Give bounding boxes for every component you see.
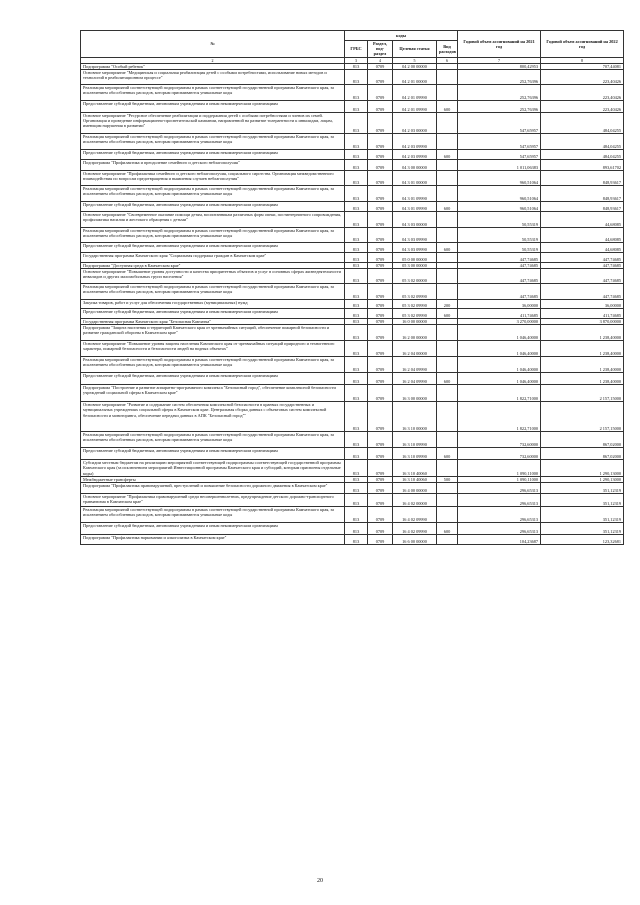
row-expense-type-cell — [437, 227, 458, 242]
table-row — [81, 402, 624, 432]
row-expense-type-cell — [437, 269, 458, 284]
row-section-cell: 0709 — [368, 84, 393, 100]
row-grbs-cell: 813 — [345, 507, 368, 523]
row-section-cell: 0709 — [368, 357, 393, 373]
row-name-cell: Реализация мероприятий соответствующей подпрограммы в рамках соответствующей государственной программы Камчатского края, за исключением обособленных расходов, которым присваиваются уникальные коды — [81, 227, 345, 242]
row-target-item-cell: 05 3 02 09990 — [393, 284, 437, 300]
table-row — [81, 269, 624, 284]
row-name-cell: Реализация мероприятий соответствующей подпрограммы в рамках соответствующей государственной программы Камчатского края, за исключением обособленных расходов, которым присваиваются уникальные коды — [81, 185, 345, 201]
row-amount-2022-cell: 484,04255 — [541, 133, 624, 149]
row-amount-2021-cell: 547,65957 — [458, 133, 541, 149]
row-grbs-cell: 813 — [345, 170, 368, 185]
row-target-item-cell: 05 3 02 09990 — [393, 300, 437, 309]
row-expense-type-cell — [437, 252, 458, 262]
table-row — [81, 170, 624, 185]
row-amount-2021-cell: 296,65313 — [458, 483, 541, 494]
row-section-cell: 0709 — [368, 284, 393, 300]
row-target-item-cell: 04 3 01 00000 — [393, 170, 437, 185]
row-expense-type-cell: 600 — [437, 201, 458, 211]
row-amount-2021-cell: 50,55319 — [458, 242, 541, 252]
row-amount-2022-cell: 1 238,40000 — [541, 373, 624, 385]
row-name-cell: Субсидии местным бюджетам на реализацию мероприятий соответствующей подпрограммы соответствующей государственной программы Камчатского края (за исключением мероприятий Инвестиционной программы Камчатского края и субсидий, которым присвоены отдельные коды) — [81, 460, 345, 477]
row-expense-type-cell — [437, 185, 458, 201]
row-amount-2022-cell: 2 157,15000 — [541, 385, 624, 402]
row-section-cell: 0709 — [368, 494, 393, 507]
row-amount-2021-cell: 3 270,00000 — [458, 319, 541, 325]
row-amount-2021-cell: 800,42953 — [458, 63, 541, 69]
row-grbs-cell: 813 — [345, 100, 368, 112]
row-amount-2022-cell: 351,12319 — [541, 494, 624, 507]
row-section-cell: 0709 — [368, 325, 393, 341]
row-amount-2021-cell: 50,55319 — [458, 227, 541, 242]
row-name-cell: Государственная программа Камчатского края "Социальная поддержка граждан в Камчатском крае" — [81, 252, 345, 262]
table-row — [81, 252, 624, 262]
row-section-cell: 0709 — [368, 309, 393, 319]
table-row — [81, 460, 624, 477]
row-amount-2021-cell: 1 046,40000 — [458, 373, 541, 385]
row-target-item-cell: 16 3 10 09990 — [393, 448, 437, 460]
row-section-cell: 0709 — [368, 69, 393, 84]
row-name-cell: Основное мероприятие "Ресурсное обеспечение реабилитации и поддержания детей с особыми потребностями и членов их семей. Организация и проведение информационно-просветительской кампании, направленной на развитие толерантности к инвалидам, лицам, имеющим нарушения в развитии" — [81, 112, 345, 133]
row-grbs-cell: 813 — [345, 535, 368, 545]
row-grbs-cell: 813 — [345, 402, 368, 432]
row-amount-2022-cell: 3 870,00000 — [541, 319, 624, 325]
table-row — [81, 432, 624, 448]
row-section-cell: 0709 — [368, 373, 393, 385]
row-amount-2021-cell: 1 090,11000 — [458, 476, 541, 482]
row-amount-2022-cell: 223,40426 — [541, 100, 624, 112]
table-row — [81, 523, 624, 535]
table-row — [81, 133, 624, 149]
row-target-item-cell: 04 2 03 09990 — [393, 133, 437, 149]
column-number: 8 — [541, 57, 624, 63]
col-header-expense-type: Вид расходов — [437, 41, 458, 58]
row-grbs-cell: 813 — [345, 112, 368, 133]
row-amount-2022-cell: 447,74685 — [541, 252, 624, 262]
row-expense-type-cell — [437, 284, 458, 300]
row-grbs-cell: 813 — [345, 448, 368, 460]
row-grbs-cell: 813 — [345, 341, 368, 357]
row-section-cell: 0709 — [368, 341, 393, 357]
row-amount-2022-cell: 867,02000 — [541, 448, 624, 460]
row-grbs-cell: 813 — [345, 385, 368, 402]
row-expense-type-cell — [437, 159, 458, 170]
row-amount-2022-cell: 123,32681 — [541, 535, 624, 545]
row-target-item-cell: 04 3 00 00000 — [393, 159, 437, 170]
row-name-cell: Подпрограмма "Доступная среда в Камчатском крае" — [81, 262, 345, 268]
row-section-cell: 0709 — [368, 170, 393, 185]
row-name-cell: Основное мероприятие "Профилактика семейного и детского неблагополучия, социального сиротства. Организация межведомственного взаимодействия по вопросам предотвращения и выявления случаев неблагополучия" — [81, 170, 345, 185]
row-section-cell: 0709 — [368, 63, 393, 69]
row-expense-type-cell — [437, 432, 458, 448]
row-grbs-cell: 813 — [345, 242, 368, 252]
row-expense-type-cell — [437, 211, 458, 227]
row-expense-type-cell: 600 — [437, 373, 458, 385]
table-row — [81, 300, 624, 309]
row-amount-2021-cell: 447,74685 — [458, 269, 541, 284]
col-header-year-2022: Годовой объем ассигнований на 2022 год — [541, 31, 624, 58]
col-header-codes-group: коды — [345, 31, 458, 41]
table-row — [81, 227, 624, 242]
row-grbs-cell: 813 — [345, 252, 368, 262]
row-amount-2022-cell: 447,74685 — [541, 262, 624, 268]
row-target-item-cell: 16 3 10 40060 — [393, 460, 437, 477]
row-expense-type-cell — [437, 483, 458, 494]
row-section-cell: 0709 — [368, 252, 393, 262]
table-row — [81, 159, 624, 170]
row-expense-type-cell — [437, 341, 458, 357]
row-name-cell: Предоставление субсидий бюджетным, автономным учреждениям и иным некоммерческим организациям — [81, 149, 345, 159]
row-grbs-cell: 813 — [345, 319, 368, 325]
row-name-cell: Реализация мероприятий соответствующей подпрограммы в рамках соответствующей государственной программы Камчатского края, за исключением обособленных расходов, которым присваиваются уникальные коды — [81, 133, 345, 149]
row-name-cell: Основное мероприятие "Своевременное оказание помощи детям, воспитанникам различных форм опеки, постинтернатного сопровождения, профилактика насилия и жестокого обращения с детьми" — [81, 211, 345, 227]
row-name-cell: Подпрограмма "Профилактика наркомании и алкоголизма в Камчатском крае" — [81, 535, 345, 545]
row-expense-type-cell — [437, 402, 458, 432]
table-row — [81, 309, 624, 319]
row-amount-2022-cell: 411,74685 — [541, 309, 624, 319]
row-name-cell: Реализация мероприятий соответствующей подпрограммы в рамках соответствующей государственной программы Камчатского края, за исключением обособленных расходов, которым присваиваются уникальные коды — [81, 357, 345, 373]
row-section-cell: 0709 — [368, 112, 393, 133]
row-grbs-cell: 813 — [345, 357, 368, 373]
row-grbs-cell: 813 — [345, 63, 368, 69]
row-amount-2021-cell: 1 046,40000 — [458, 325, 541, 341]
row-name-cell: Основное мероприятие "Повышение уровня доступности и качества приоритетных объектов и услуг в основных сферах жизнедеятельности инвалидов и других маломобильных групп населения" — [81, 269, 345, 284]
row-expense-type-cell — [437, 84, 458, 100]
row-amount-2021-cell: 252,76396 — [458, 84, 541, 100]
row-expense-type-cell: 600 — [437, 309, 458, 319]
row-name-cell: Основное мероприятие "Медицинская и социальная реабилитация детей с особыми потребностями, использование новых методов и технологий в реабилитационном процессе" — [81, 69, 345, 84]
row-expense-type-cell: 600 — [437, 100, 458, 112]
table-row — [81, 448, 624, 460]
row-target-item-cell: 16 0 00 00000 — [393, 319, 437, 325]
row-amount-2021-cell: 447,74685 — [458, 252, 541, 262]
row-amount-2022-cell: 1 238,40000 — [541, 341, 624, 357]
row-target-item-cell: 16 2 04 09990 — [393, 357, 437, 373]
table-row — [81, 84, 624, 100]
row-amount-2021-cell: 1 046,40000 — [458, 357, 541, 373]
row-grbs-cell: 813 — [345, 133, 368, 149]
row-amount-2021-cell: 104,23687 — [458, 535, 541, 545]
row-expense-type-cell — [437, 69, 458, 84]
row-target-item-cell: 16 4 02 09990 — [393, 523, 437, 535]
row-section-cell: 0709 — [368, 242, 393, 252]
row-grbs-cell: 813 — [345, 309, 368, 319]
col-header-section: Раздел, под-раздел — [368, 41, 393, 58]
row-amount-2022-cell: 36,00000 — [541, 300, 624, 309]
row-amount-2021-cell: 1 011,06383 — [458, 159, 541, 170]
row-expense-type-cell — [437, 357, 458, 373]
row-name-cell: Предоставление субсидий бюджетным, автономным учреждениям и иным некоммерческим организациям — [81, 523, 345, 535]
column-number: 4 — [368, 57, 393, 63]
row-amount-2021-cell: 36,00000 — [458, 300, 541, 309]
row-grbs-cell: 813 — [345, 523, 368, 535]
row-amount-2021-cell: 252,76396 — [458, 69, 541, 84]
row-expense-type-cell — [437, 460, 458, 477]
row-amount-2022-cell: 848,93617 — [541, 170, 624, 185]
row-section-cell: 0709 — [368, 483, 393, 494]
row-grbs-cell: 813 — [345, 325, 368, 341]
row-grbs-cell: 813 — [345, 227, 368, 242]
row-grbs-cell: 813 — [345, 159, 368, 170]
table-row — [81, 284, 624, 300]
col-header-target-item: Целевая статья — [393, 41, 437, 58]
row-amount-2022-cell: 848,93617 — [541, 201, 624, 211]
row-grbs-cell: 813 — [345, 149, 368, 159]
row-amount-2022-cell: 893,61702 — [541, 159, 624, 170]
page-number: 20 — [317, 878, 323, 884]
row-amount-2022-cell: 351,12319 — [541, 507, 624, 523]
row-name-cell: Реализация мероприятий соответствующей подпрограммы в рамках соответствующей государственной программы Камчатского края, за исключением обособленных расходов, которым присваиваются уникальные коды — [81, 507, 345, 523]
table-row — [81, 242, 624, 252]
row-grbs-cell: 813 — [345, 284, 368, 300]
row-expense-type-cell: 500 — [437, 476, 458, 482]
row-amount-2021-cell: 1 090,11000 — [458, 460, 541, 477]
table-row — [81, 112, 624, 133]
row-target-item-cell: 16 3 00 00000 — [393, 385, 437, 402]
row-target-item-cell: 05 3 02 09990 — [393, 309, 437, 319]
row-amount-2021-cell: 447,74685 — [458, 262, 541, 268]
row-section-cell: 0709 — [368, 269, 393, 284]
row-expense-type-cell — [437, 494, 458, 507]
row-name-cell: Основное мероприятие "Повышение уровня защиты населения Камчатского края от чрезвычайных ситуаций природного и техногенного характера, пожарной безопасности и безопасности людей на водных объектах" — [81, 341, 345, 357]
row-expense-type-cell — [437, 133, 458, 149]
row-expense-type-cell — [437, 112, 458, 133]
row-section-cell: 0709 — [368, 201, 393, 211]
row-target-item-cell: 04 3 01 09990 — [393, 201, 437, 211]
row-grbs-cell: 813 — [345, 300, 368, 309]
row-expense-type-cell: 200 — [437, 300, 458, 309]
row-section-cell: 0709 — [368, 402, 393, 432]
row-target-item-cell: 04 2 01 00000 — [393, 69, 437, 84]
col-header-grbs: ГРБС — [345, 41, 368, 58]
row-grbs-cell: 813 — [345, 494, 368, 507]
row-amount-2021-cell: 732,60000 — [458, 448, 541, 460]
row-section-cell: 0709 — [368, 535, 393, 545]
row-section-cell: 0709 — [368, 149, 393, 159]
row-expense-type-cell — [437, 507, 458, 523]
row-grbs-cell: 813 — [345, 69, 368, 84]
row-grbs-cell: 813 — [345, 460, 368, 477]
row-target-item-cell: 05 0 00 00000 — [393, 252, 437, 262]
table-row — [81, 325, 624, 341]
row-section-cell: 0709 — [368, 262, 393, 268]
table-row — [81, 211, 624, 227]
row-amount-2022-cell: 484,04255 — [541, 112, 624, 133]
row-grbs-cell: 813 — [345, 432, 368, 448]
row-name-cell: Предоставление субсидий бюджетным, автономным учреждениям и иным некоммерческим организациям — [81, 448, 345, 460]
row-name-cell: Подпрограмма "Построение и развитие аппаратно-программного комплекса "Безопасный город", обеспечение комплексной безопасности учреждений социальной сферы в Камчатском крае" — [81, 385, 345, 402]
row-section-cell: 0709 — [368, 385, 393, 402]
row-name-cell: Предоставление субсидий бюджетным, автономным учреждениям и иным некоммерческим организациям — [81, 309, 345, 319]
table-row — [81, 494, 624, 507]
row-amount-2021-cell: 447,74685 — [458, 284, 541, 300]
row-target-item-cell: 04 3 01 09990 — [393, 185, 437, 201]
row-expense-type-cell: 600 — [437, 523, 458, 535]
row-name-cell: Подпрограмма "Профилактика правонарушений, преступлений и повышение безопасности дорожного движения в Камчатском крае" — [81, 483, 345, 494]
row-target-item-cell: 16 3 10 40060 — [393, 476, 437, 482]
row-grbs-cell: 813 — [345, 483, 368, 494]
row-amount-2022-cell: 848,93617 — [541, 185, 624, 201]
row-target-item-cell: 04 3 03 00000 — [393, 211, 437, 227]
row-target-item-cell: 04 2 03 00000 — [393, 112, 437, 133]
row-amount-2021-cell: 960,51064 — [458, 185, 541, 201]
row-amount-2022-cell: 867,02000 — [541, 432, 624, 448]
row-expense-type-cell: 600 — [437, 448, 458, 460]
row-amount-2021-cell: 1 046,40000 — [458, 341, 541, 357]
row-name-cell: Подпрограмма "Профилактика и преодоление семейного и детского неблагополучия" — [81, 159, 345, 170]
row-name-cell: Основное мероприятие "Профилактика правонарушений среди несовершеннолетних, предупреждение детского дорожно-транспортного травматизма в Камчатском крае" — [81, 494, 345, 507]
row-grbs-cell: 813 — [345, 201, 368, 211]
row-grbs-cell: 813 — [345, 185, 368, 201]
row-grbs-cell: 813 — [345, 269, 368, 284]
row-name-cell: Предоставление субсидий бюджетным, автономным учреждениям и иным некоммерческим организациям — [81, 201, 345, 211]
row-amount-2021-cell: 296,65313 — [458, 507, 541, 523]
column-number: 5 — [393, 57, 437, 63]
table-row — [81, 69, 624, 84]
row-expense-type-cell — [437, 385, 458, 402]
row-target-item-cell: 16 4 02 00000 — [393, 494, 437, 507]
row-target-item-cell: 16 6 00 00000 — [393, 535, 437, 545]
row-expense-type-cell: 600 — [437, 149, 458, 159]
row-amount-2022-cell: 1 290,13000 — [541, 460, 624, 477]
row-grbs-cell: 813 — [345, 84, 368, 100]
row-name-cell: Предоставление субсидий бюджетным, автономным учреждениям и иным некоммерческим организациям — [81, 100, 345, 112]
column-number: 3 — [345, 57, 368, 63]
row-amount-2022-cell: 44,68085 — [541, 242, 624, 252]
row-amount-2022-cell: 351,12319 — [541, 483, 624, 494]
row-target-item-cell: 04 2 01 09990 — [393, 84, 437, 100]
row-target-item-cell: 04 3 03 09990 — [393, 242, 437, 252]
row-amount-2022-cell: 1 238,40000 — [541, 357, 624, 373]
table-row — [81, 357, 624, 373]
row-section-cell: 0709 — [368, 319, 393, 325]
table-row — [81, 185, 624, 201]
row-section-cell: 0709 — [368, 185, 393, 201]
row-amount-2021-cell: 296,65313 — [458, 523, 541, 535]
row-amount-2021-cell: 1 822,71000 — [458, 402, 541, 432]
row-section-cell: 0709 — [368, 460, 393, 477]
row-section-cell: 0709 — [368, 211, 393, 227]
row-amount-2022-cell: 707,44081 — [541, 63, 624, 69]
row-target-item-cell: 16 3 10 00000 — [393, 402, 437, 432]
row-name-cell: Основное мероприятие "Развитие и содержание систем обеспечения комплексной безопасности в краевых государственных и муниципальных учреждениях социальной сферы в Камчатском крае. Центральная сборка данных с объектовых систем комплексной безопасности и мониторинга, обеспечение передачи данных в АПК "Безопасный город"" — [81, 402, 345, 432]
row-amount-2022-cell: 447,74685 — [541, 269, 624, 284]
row-amount-2022-cell: 44,68085 — [541, 211, 624, 227]
row-section-cell: 0709 — [368, 227, 393, 242]
row-amount-2022-cell: 447,74685 — [541, 284, 624, 300]
row-grbs-cell: 813 — [345, 373, 368, 385]
row-expense-type-cell — [437, 325, 458, 341]
row-section-cell: 0709 — [368, 100, 393, 112]
row-target-item-cell: 16 2 00 00000 — [393, 325, 437, 341]
table-row — [81, 535, 624, 545]
row-section-cell: 0709 — [368, 159, 393, 170]
table-row — [81, 341, 624, 357]
row-section-cell: 0709 — [368, 476, 393, 482]
row-target-item-cell: 04 2 03 09990 — [393, 149, 437, 159]
row-amount-2022-cell: 44,68085 — [541, 227, 624, 242]
row-section-cell: 0709 — [368, 507, 393, 523]
column-number: 6 — [437, 57, 458, 63]
row-grbs-cell: 813 — [345, 476, 368, 482]
row-amount-2021-cell: 547,65957 — [458, 112, 541, 133]
row-expense-type-cell — [437, 170, 458, 185]
col-header-number: № — [81, 31, 345, 58]
table-row — [81, 507, 624, 523]
row-amount-2021-cell: 960,51064 — [458, 170, 541, 185]
row-amount-2021-cell: 252,76396 — [458, 100, 541, 112]
row-amount-2022-cell: 351,12319 — [541, 523, 624, 535]
row-section-cell: 0709 — [368, 432, 393, 448]
row-target-item-cell: 04 2 00 00000 — [393, 63, 437, 69]
table-row — [81, 483, 624, 494]
row-name-cell: Реализация мероприятий соответствующей подпрограммы в рамках соответствующей государственной программы Камчатского края, за исключением обособленных расходов, которым присваиваются уникальные коды — [81, 84, 345, 100]
row-target-item-cell: 05 3 00 00000 — [393, 262, 437, 268]
row-amount-2022-cell: 484,04255 — [541, 149, 624, 159]
row-amount-2021-cell: 411,74685 — [458, 309, 541, 319]
row-grbs-cell: 813 — [345, 211, 368, 227]
row-amount-2022-cell: 223,40426 — [541, 69, 624, 84]
row-target-item-cell: 16 2 04 00000 — [393, 341, 437, 357]
col-header-year-2021: Годовой объем ассигнований на 2021 год — [458, 31, 541, 58]
row-name-cell: Межбюджетные трансферты — [81, 476, 345, 482]
row-name-cell: Реализация мероприятий соответствующей подпрограммы в рамках соответствующей государственной программы Камчатского края, за исключением обособленных расходов, которым присваиваются уникальные коды — [81, 284, 345, 300]
row-section-cell: 0709 — [368, 448, 393, 460]
row-amount-2022-cell: 2 157,15000 — [541, 402, 624, 432]
table-row — [81, 201, 624, 211]
row-target-item-cell: 05 3 02 00000 — [393, 269, 437, 284]
row-section-cell: 0709 — [368, 300, 393, 309]
row-section-cell: 0709 — [368, 133, 393, 149]
row-section-cell: 0709 — [368, 523, 393, 535]
row-target-item-cell: 04 3 03 09990 — [393, 227, 437, 242]
budget-table — [80, 30, 624, 545]
row-target-item-cell: 16 2 04 09990 — [393, 373, 437, 385]
row-target-item-cell: 16 4 00 00000 — [393, 483, 437, 494]
row-name-cell: Предоставление субсидий бюджетным, автономным учреждениям и иным некоммерческим организациям — [81, 373, 345, 385]
row-name-cell: Закупка товаров, работ и услуг для обеспечения государственных (муниципальных) нужд — [81, 300, 345, 309]
row-name-cell: Государственная программа Камчатского края "Безопасная Камчатка" — [81, 319, 345, 325]
row-amount-2021-cell: 732,60000 — [458, 432, 541, 448]
table-row — [81, 149, 624, 159]
row-amount-2021-cell: 1 822,71000 — [458, 385, 541, 402]
row-amount-2022-cell: 223,40426 — [541, 84, 624, 100]
row-target-item-cell: 04 2 01 09990 — [393, 100, 437, 112]
column-number: 2 — [81, 57, 345, 63]
row-name-cell: Подпрограмма "Защита населения и территорий Камчатского края от чрезвычайных ситуаций, обеспечение пожарной безопасности и развитие гражданской обороны в Камчатском крае" — [81, 325, 345, 341]
row-expense-type-cell: 600 — [437, 242, 458, 252]
row-target-item-cell: 16 3 10 09990 — [393, 432, 437, 448]
row-name-cell: Предоставление субсидий бюджетным, автономным учреждениям и иным некоммерческим организациям — [81, 242, 345, 252]
row-amount-2021-cell: 547,65957 — [458, 149, 541, 159]
row-expense-type-cell — [437, 535, 458, 545]
row-amount-2022-cell: 1 238,40000 — [541, 325, 624, 341]
row-target-item-cell: 16 4 02 09990 — [393, 507, 437, 523]
table-row — [81, 100, 624, 112]
row-name-cell: Реализация мероприятий соответствующей подпрограммы в рамках соответствующей государственной программы Камчатского края, за исключением обособленных расходов, которым присваиваются уникальные коды — [81, 432, 345, 448]
table-row — [81, 385, 624, 402]
row-grbs-cell: 813 — [345, 262, 368, 268]
row-amount-2022-cell: 1 290,13000 — [541, 476, 624, 482]
column-number: 7 — [458, 57, 541, 63]
row-name-cell: Подпрограмма "Особый ребенок" — [81, 63, 345, 69]
row-amount-2021-cell: 296,65313 — [458, 494, 541, 507]
row-amount-2021-cell: 960,51064 — [458, 201, 541, 211]
row-amount-2021-cell: 50,55319 — [458, 211, 541, 227]
table-row — [81, 373, 624, 385]
